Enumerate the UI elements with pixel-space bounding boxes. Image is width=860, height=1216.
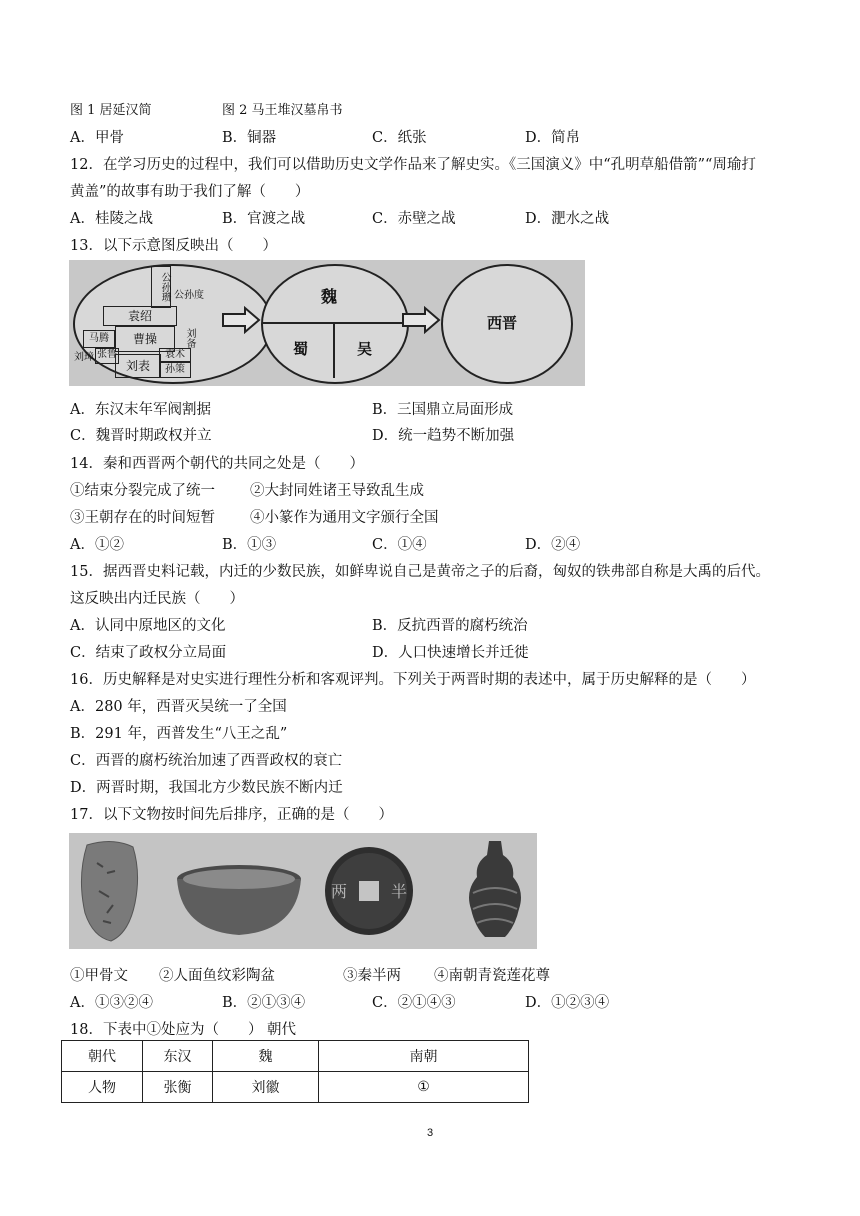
caption-lotus-zun: ④南朝青瓷莲花尊 [434, 968, 550, 984]
caption-qin-coin: ③秦半两 [343, 968, 401, 984]
table-cell: 朝代 [62, 1041, 143, 1072]
option-b[interactable]: B．铜器 [222, 130, 277, 146]
q17-artifacts-photo [69, 833, 537, 949]
label-yuanshao: 袁绍 [103, 306, 177, 326]
q18-table [61, 1040, 529, 1103]
label-sunce: 孙策 [159, 362, 191, 378]
option-d[interactable]: D．人口快速增长并迁徙 [372, 645, 529, 661]
option-a[interactable]: A．①② [70, 537, 124, 553]
label-caocao: 曹操 [115, 326, 175, 352]
option-d[interactable]: D．淝水之战 [525, 211, 610, 227]
label-gongsunzan: 公孙瓒 [151, 266, 171, 308]
figure-captions [70, 99, 343, 118]
table-cell: 人物 [62, 1072, 143, 1103]
table-cell: 魏 [213, 1041, 319, 1072]
option-a[interactable]: A．280 年，西晋灭吴统一了全国 [70, 699, 287, 715]
option-d[interactable]: D．②④ [525, 537, 581, 553]
option-a[interactable]: A．桂陵之战 [70, 211, 153, 227]
q14-options [70, 533, 770, 553]
label-zhanglu: 张鲁 [95, 348, 119, 364]
coin-char-liang: 两 [331, 882, 348, 901]
label-western-jin: 西晋 [487, 314, 518, 332]
q16-stem: 16．历史解释是对史实进行理性分析和客观评判。下列关于两晋时期的表述中，属于历史解释的是（ ） [70, 672, 756, 688]
option-b[interactable]: B．三国鼎立局面形成 [372, 402, 514, 418]
option-b[interactable]: B．反抗西晋的腐朽统治 [372, 618, 528, 634]
q12-stem-1: 12．在学习历史的过程中，我们可以借助历史文学作品来了解史实。《三国演义》中“孔明草船借箭”“周瑜打 [70, 157, 756, 173]
option-d[interactable]: D．①②③④ [525, 995, 610, 1011]
arrow-right-icon [401, 306, 441, 334]
option-c[interactable]: C．西晋的腐朽统治加速了西晋政权的衰亡 [70, 753, 343, 769]
q15-stem-1: 15．据西晋史料记载，内迁的少数民族，如鲜卑说自己是黄帝之子的后裔，匈奴的铁弗部自称是大禹的后代。 [70, 564, 770, 580]
q14-stem: 14．秦和西晋两个朝代的共同之处是（ ） [70, 456, 364, 472]
q15-stem-2: 这反映出内迁民族（ ） [70, 591, 244, 607]
option-a[interactable]: A．①③②④ [70, 995, 153, 1011]
option-b[interactable]: B．①③ [222, 537, 277, 553]
q14-items-1 [70, 479, 670, 499]
option-d[interactable]: D．统一趋势不断加强 [372, 428, 515, 444]
statement-2: ②大封同姓诸王导致乱生成 [250, 483, 424, 499]
option-b[interactable]: B．官渡之战 [222, 211, 306, 227]
option-c[interactable]: C．②①④③ [372, 995, 456, 1011]
q13-diagram [69, 260, 585, 386]
lotus-zun-image [469, 841, 521, 937]
pottery-basin-image [177, 865, 301, 935]
fig2-caption: 图 2 马王堆汉墓帛书 [222, 103, 343, 118]
oracle-bone-image [81, 841, 137, 941]
option-b[interactable]: B．②①③④ [222, 995, 306, 1011]
table-cell: 刘徽 [213, 1072, 319, 1103]
table-cell: 东汉 [143, 1041, 213, 1072]
table-row [62, 1072, 529, 1103]
q13-options [70, 398, 770, 444]
caption-pottery-basin: ②人面鱼纹彩陶盆 [159, 968, 275, 984]
q11-options [70, 126, 770, 146]
table-cell: 张衡 [143, 1072, 213, 1103]
label-liubei: 刘备 [184, 328, 195, 348]
q14-items-2 [70, 506, 670, 526]
label-liuzhang: 刘璋 [74, 352, 94, 363]
arrow-right-icon [221, 306, 261, 334]
option-a[interactable]: A．甲骨 [70, 130, 124, 146]
q18-stem: 18．下表中①处应为（ ） 朝代 [70, 1022, 297, 1038]
option-a[interactable]: A．认同中原地区的文化 [70, 618, 226, 634]
three-kingdoms-circle [261, 264, 409, 384]
option-c[interactable]: C．赤壁之战 [372, 211, 456, 227]
caption-oracle-bone: ①甲骨文 [70, 968, 128, 984]
q17-stem: 17．以下文物按时间先后排序，正确的是（ ） [70, 807, 393, 823]
label-wu: 吴 [357, 340, 373, 358]
statement-1: ①结束分裂完成了统一 [70, 483, 215, 499]
label-yuanshu: 袁术 [159, 348, 191, 362]
q15-options [70, 614, 770, 660]
coin-char-ban: 半 [391, 882, 408, 901]
option-c[interactable]: C．纸张 [372, 130, 427, 146]
q13-stem: 13．以下示意图反映出（ ） [70, 238, 277, 254]
option-d[interactable]: D．简帛 [525, 130, 581, 146]
label-wei: 魏 [321, 287, 338, 306]
table-row [62, 1041, 529, 1072]
label-shu: 蜀 [293, 340, 309, 358]
label-mateng: 马腾 [83, 330, 115, 348]
q17-options [70, 991, 770, 1011]
option-c[interactable]: C．①④ [372, 537, 427, 553]
q12-stem-2: 黄盖”的故事有助于我们了解（ ） [70, 184, 310, 200]
divider-vertical [333, 322, 335, 378]
q12-options [70, 207, 770, 227]
option-a[interactable]: A．东汉末年军阀割据 [70, 402, 211, 418]
fig1-caption: 图 1 居延汉简 [70, 103, 152, 118]
label-liubiao: 刘表 [115, 354, 161, 378]
option-b[interactable]: B．291 年，西普发生“八王之乱” [70, 726, 288, 742]
statement-4: ④小篆作为通用文字颁行全国 [250, 510, 439, 526]
statement-3: ③王朝存在的时间短暂 [70, 510, 215, 526]
table-cell: 南朝 [319, 1041, 529, 1072]
artifacts-illustration [69, 833, 537, 949]
option-c[interactable]: C．结束了政权分立局面 [70, 645, 227, 661]
option-c[interactable]: C．魏晋时期政权并立 [70, 428, 212, 444]
answer-blank-cell: ① [319, 1072, 529, 1103]
option-d[interactable]: D．两晋时期，我国北方少数民族不断内迁 [70, 780, 343, 796]
q17-captions [70, 964, 770, 984]
page-number: 3 [426, 1127, 434, 1139]
label-gongsundu: 公孙度 [174, 290, 204, 301]
